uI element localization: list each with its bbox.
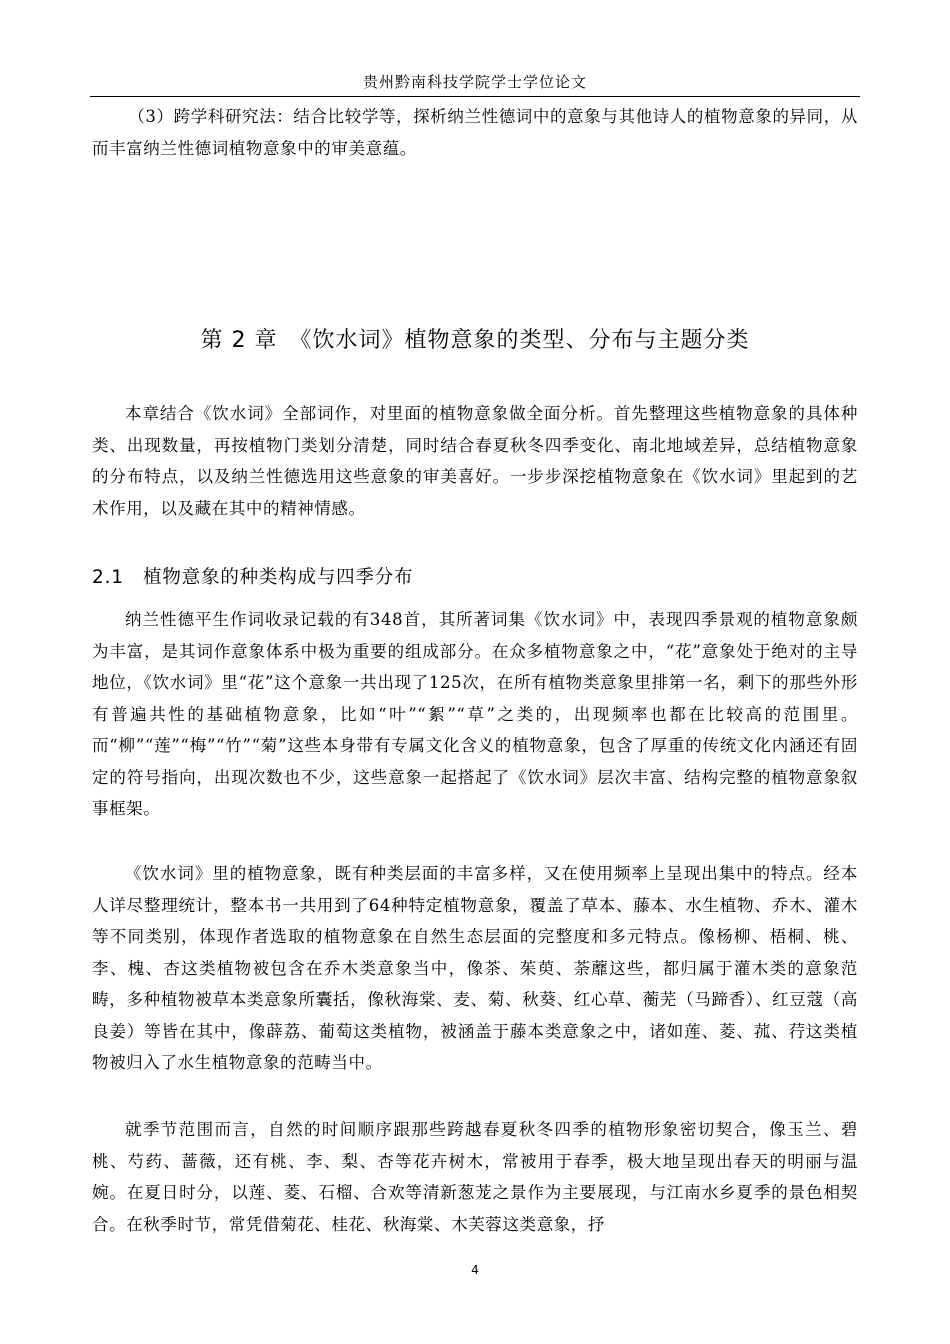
page-number: 4: [471, 1263, 479, 1277]
running-header: 贵州黔南科技学院学士学位论文: [362, 73, 587, 91]
section-heading: 2.1 植物意象的种类构成与四季分布: [92, 567, 414, 588]
body-paragraph: 纳兰性德平生作词收录记载的有348首，其所著词集《饮水词》中，表现四季景观的植物意象颇为丰富，是其词作意象体系中极为重要的组成部分。在众多植物意象之中，“花”意象处于绝对的主导地位，《饮水词》里“花”这个意象一共出现了125次，在所有植物类意象里排第一名，剩下的那些外形有普遍共性的基础植物意象，比如“叶”“絮”“草”之类的，出现频率也都在比较高的范围里。而“柳”“莲”“梅”“竹”“菊”这些本身带有专属文化含义的植物意象，包含了厚重的传统文化内涵还有固定的符号指向，出现次数也不少，这些意象一起搭起了《饮水词》层次丰富、结构完整的植物意象叙事框架。: [92, 610, 858, 818]
body-paragraph: 就季节范围而言，自然的时间顺序跟那些跨越春夏秋冬四季的植物形象密切契合，像玉兰、碧桃、芍药、蔷薇，还有桃、李、梨、杏等花卉树木，常被用于春季，极大地呈现出春天的明丽与温婉。在夏日时分，以莲、菱、石榴、合欢等清新葱茏之景作为主要展现，与江南水乡夏季的景色相契合。在秋季时节，常凭借菊花、桂花、秋海棠、木芙蓉这类意象，抒: [92, 1120, 858, 1234]
body-paragraph: 《饮水词》里的植物意象，既有种类层面的丰富多样，又在使用频率上呈现出集中的特点。经本人详尽整理统计，整本书一共用到了64种特定植物意象，覆盖了草本、藤本、水生植物、乔木、灌木等不同类别，体现作者选取的植物意象在自然生态层面的完整度和多元特点。像杨柳、梧桐、桃、李、槐、杏这类植物被包含在乔木类意象当中，像茶、茱萸、荼蘼这些，都归属于灌木类的意象范畴，多种植物被草本类意象所囊括，像秋海棠、麦、菊、秋葵、红心草、蘅芜（马蹄香）、红豆蔻（高良姜）等皆在其中，像薜荔、葡萄这类植物，被涵盖于藤本类意象之中，诸如莲、菱、菰、荇这类植物被归入了水生植物意象的范畴当中。: [92, 864, 858, 1072]
header-divider: [90, 96, 860, 97]
chapter-title: 第 2 章 《饮水词》植物意象的类型、分布与主题分类: [200, 328, 750, 353]
method-paragraph: （3）跨学科研究法：结合比较学等，探析纳兰性德词中的意象与其他诗人的植物意象的异同，从而丰富纳兰性德词植物意象中的审美意蕴。: [92, 107, 858, 158]
chapter-intro-paragraph: 本章结合《饮水词》全部词作，对里面的植物意象做全面分析。首先整理这些植物意象的具体种类、出现数量，再按植物门类划分清楚，同时结合春夏秋冬四季变化、南北地域差异，总结植物意象的分布特点，以及纳兰性德选用这些意象的审美喜好。一步步深挖植物意象在《饮水词》里起到的艺术作用，以及藏在其中的精神情感。: [92, 404, 858, 518]
